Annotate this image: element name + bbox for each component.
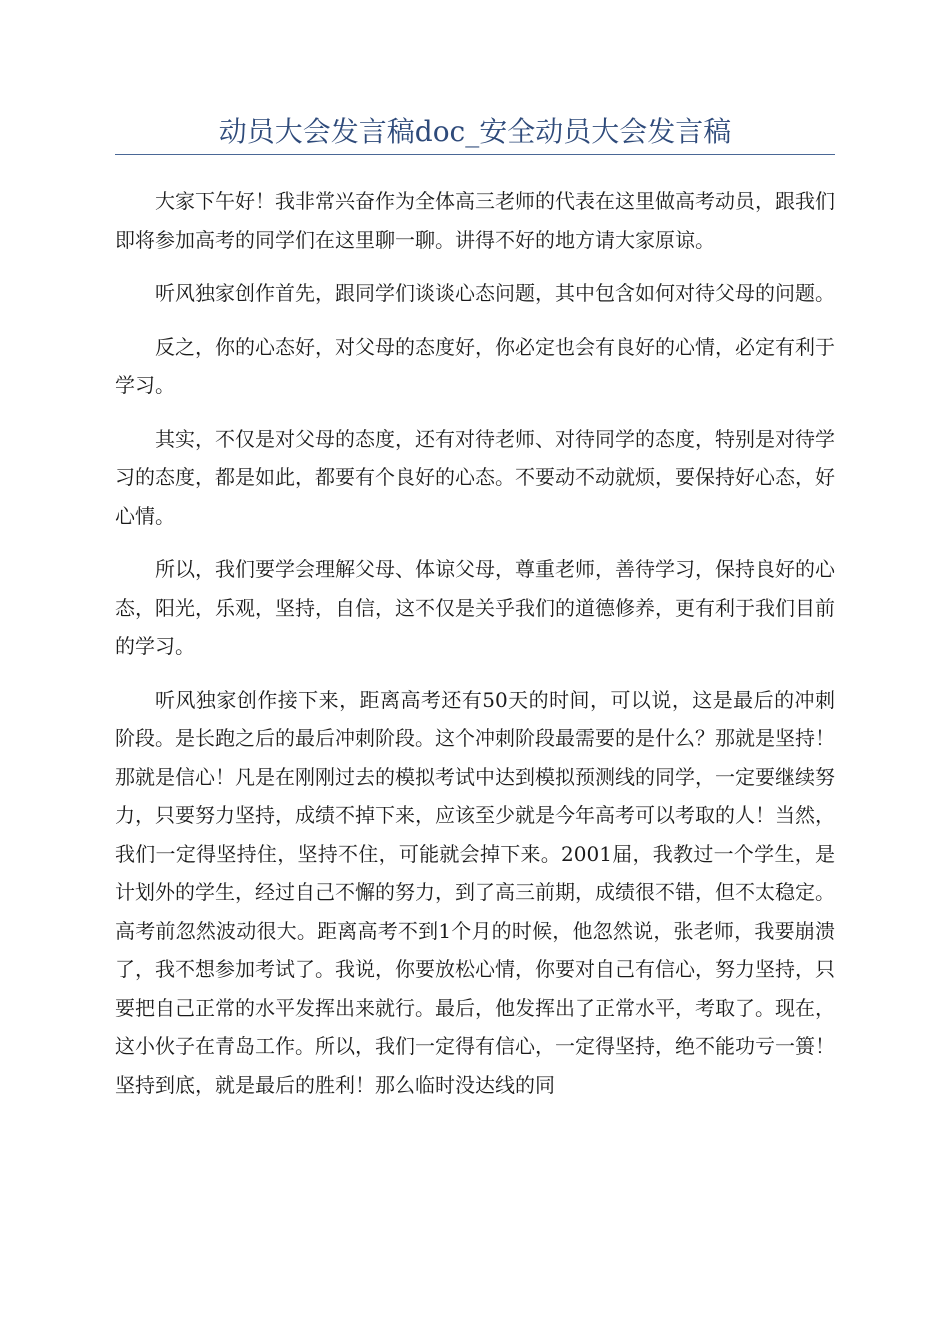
paragraph: 其实，不仅是对父母的态度，还有对待老师、对待同学的态度，特别是对待学习的态度，都是如此，都要有个良好的心态。不要动不动就烦，要保持好心态，好心情。 (115, 426, 835, 528)
paragraph: 所以，我们要学会理解父母、体谅父母，尊重老师，善待学习，保持良好的心态，阳光，乐观，坚持，自信，这不仅是关乎我们的道德修养，更有利于我们目前的学习。 (115, 557, 835, 658)
paragraph: 听风独家创作接下来，距离高考还有50天的时间，可以说，这是最后的冲刺阶段。是长跑之后的最后冲刺阶段。这个冲刺阶段最需要的是什么？那就是坚持！那就是信心！凡是在刚刚过去的模拟考试中达到模拟预测线的同学，一定要继续努力，只要努力坚持，成绩不掉下来，应该至少就是今年高考可以考取的人！当然，我们一定得坚持住，坚持不住，可能就会掉下来。2001届，我教过一个学生，是计划外的学生，经过自己不懈的努力，到了高三前期，成绩很不错，但不太稳定。高考前忽然波动很大。距离高考不到1个月的时候，他忽然说，张老师，我要崩溃了，我不想参加考试了。我说，你要放松心情，你要对自己有信心，努力坚持，只要把自己正常的水平发挥出来就行。最后，他发挥出了正常水平，考取了。现在，这小伙子在青岛工作。所以，我们一定得有信心，一定得坚持，绝不能功亏一篑！坚持到底，就是最后的胜利！那么临时没达线的同 (115, 687, 835, 1097)
document-body (115, 148, 835, 1104)
document-title: 动员大会发言稿doc_安全动员大会发言稿 (218, 115, 732, 148)
paragraph: 反之，你的心态好，对父母的态度好，你必定也会有良好的心情，必定有利于学习。 (115, 334, 835, 397)
paragraph: 大家下午好！我非常兴奋作为全体高三老师的代表在这里做高考动员，跟我们即将参加高考的同学们在这里聊一聊。讲得不好的地方请大家原谅。 (115, 189, 835, 252)
paragraph: 听风独家创作首先，跟同学们谈谈心态问题，其中包含如何对待父母的问题。 (155, 281, 835, 305)
